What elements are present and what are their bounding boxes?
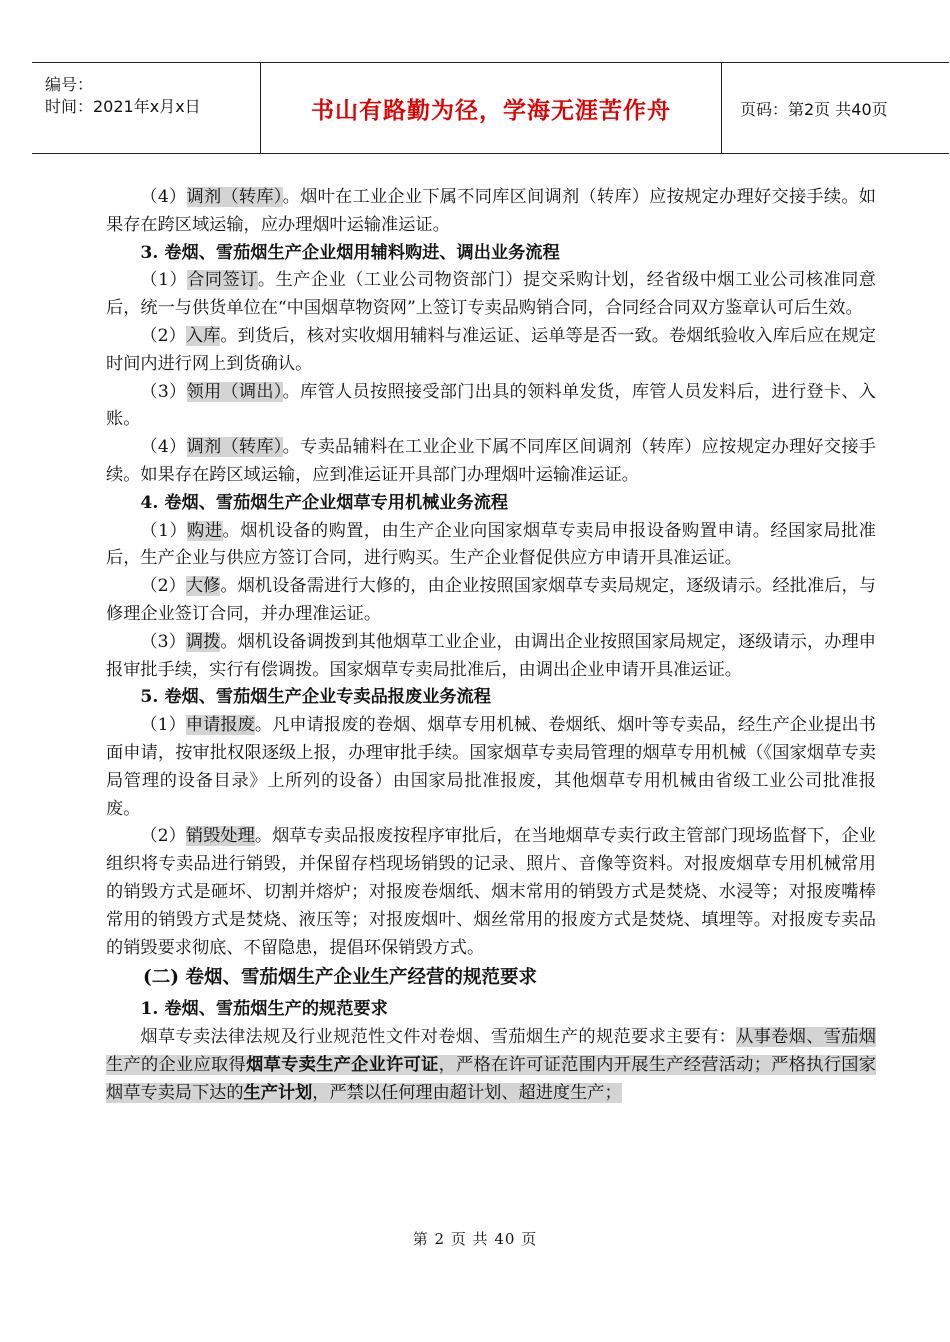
paragraph: （3）调拨。烟机设备调拨到其他烟草工业企业，由调出企业按照国家局规定，逐级请示，办理申报审批手续，实行有偿调拨。国家烟草专卖局批准后，由调出企业申请开具准运证。 — [106, 631, 876, 680]
paragraph: （1）申请报废。凡申请报废的卷烟、烟草专用机械、卷烟纸、烟叶等专卖品，经生产企业提出书面申请，按审批权限逐级上报，办理审批手续。国家烟草专卖局管理的烟草专用机械（《国家烟草专卖局管理的设备目录》上所列的设备）由国家局批准报废，其他烟草专用机械由省级工业公司批准报废。 — [106, 715, 876, 819]
bold-term: 烟草专卖生产企业许可证 — [246, 1054, 439, 1075]
sub-heading: 1. 卷烟、雪茄烟生产的规范要求 — [140, 999, 388, 1020]
header-page-code: 页码：第2页 共40页 — [740, 99, 888, 119]
paragraph: （1）合同签订。生产企业（工业公司物资部门）提交采购计划，经省级中烟工业公司核准同意后，统一与供货单位在“中国烟草物资网”上签订专卖品购销合同，合同经合同双方鉴章认可后生效。 — [106, 270, 876, 319]
highlighted-term: 购进 — [187, 520, 223, 541]
paragraph: 烟草专卖法律法规及行业规范性文件对卷烟、雪茄烟生产的规范要求主要有：从事卷烟、雪茄烟生产的企业应取得烟草专卖生产企业许可证，严格在许可证范围内开展生产经营活动；严格执行国家烟草专卖局下达的生产计划，严禁以任何理由超计划、超进度生产； — [106, 1026, 876, 1103]
highlighted-term: 销毁处理 — [185, 826, 255, 847]
paragraph: （4）调剂（转库）。专卖品辅料在工业企业下属不同库区间调剂（转库）应按规定办理好交接手续。如果存在跨区域运输，应到准运证开具部门办理烟叶运输准运证。 — [106, 437, 876, 485]
time-label: 时间：2021年x月x日 — [45, 97, 201, 116]
page-footer: 第 2 页 共 40 页 — [412, 1230, 538, 1248]
highlighted-term: 大修 — [185, 576, 221, 597]
highlighted-term: 入库 — [185, 325, 221, 346]
highlighted-term: 调剂（转库） — [186, 437, 283, 458]
highlighted-term: 合同签订 — [187, 270, 258, 291]
number-label: 编号： — [45, 75, 94, 94]
document-body — [106, 184, 876, 1107]
paragraph: （2）大修。烟机设备需进行大修的，由企业按照国家烟草专卖局规定，逐级请示。经批准后，与修理企业签订合同，并办理准运证。 — [106, 576, 876, 624]
highlighted-term: 调拨 — [185, 631, 221, 652]
section-heading: 5. 卷烟、雪茄烟生产企业专卖品报废业务流程 — [140, 687, 491, 708]
page-header — [32, 62, 949, 154]
highlighted-term: 调剂（转库） — [186, 187, 283, 207]
section-heading: 3. 卷烟、雪茄烟生产企业烟用辅料购进、调出业务流程 — [140, 242, 560, 263]
header-motto: 书山有路勤为径，学海无涯苦作舟 — [260, 63, 722, 153]
major-heading: (二) 卷烟、雪茄烟生产企业生产经营的规范要求 — [143, 967, 537, 989]
paragraph: （2）销毁处理。烟草专卖品报废按程序审批后，在当地烟草专卖行政主管部门现场监督下，企业组织将专卖品进行销毁，并保留存档现场销毁的记录、照片、音像等资料。对报废烟草专用机械常用的销毁方式是砸坏、切割并熔炉；对报废卷烟纸、烟末常用的销毁方式是焚烧、水浸等；对报废嘴棒常用的销毁方式是焚烧、液压等；对报废烟叶、烟丝常用的报废方式是焚烧、填埋等。对报废专卖品的销毁要求彻底、不留隐患，提倡环保销毁方式。 — [106, 826, 876, 958]
section-heading: 4. 卷烟、雪茄烟生产企业烟草专用机械业务流程 — [140, 492, 509, 513]
highlighted-term: 领用（调出） — [186, 381, 283, 402]
paragraph: （1）购进。烟机设备的购置，由生产企业向国家烟草专卖局申报设备购置申请。经国家局批准后，生产企业与供应方签订合同，进行购买。生产企业督促供应方申请开具准运证。 — [106, 520, 876, 569]
paragraph: （4）调剂（转库）。烟叶在工业企业下属不同库区间调剂（转库）应按规定办理好交接手续。如果存在跨区域运输，应办理烟叶运输准运证。 — [106, 187, 876, 235]
highlighted-term: 申请报废 — [185, 715, 255, 736]
bold-term: 生产计划 — [243, 1082, 313, 1103]
header-meta — [32, 63, 260, 153]
paragraph: （2）入库。到货后，核对实收烟用辅料与准运证、运单等是否一致。卷烟纸验收入库后应在规定时间内进行网上到货确认。 — [106, 325, 876, 374]
paragraph: （3）领用（调出）。库管人员按照接受部门出具的领料单发货，库管人员发料后，进行登卡、入账。 — [106, 381, 876, 430]
